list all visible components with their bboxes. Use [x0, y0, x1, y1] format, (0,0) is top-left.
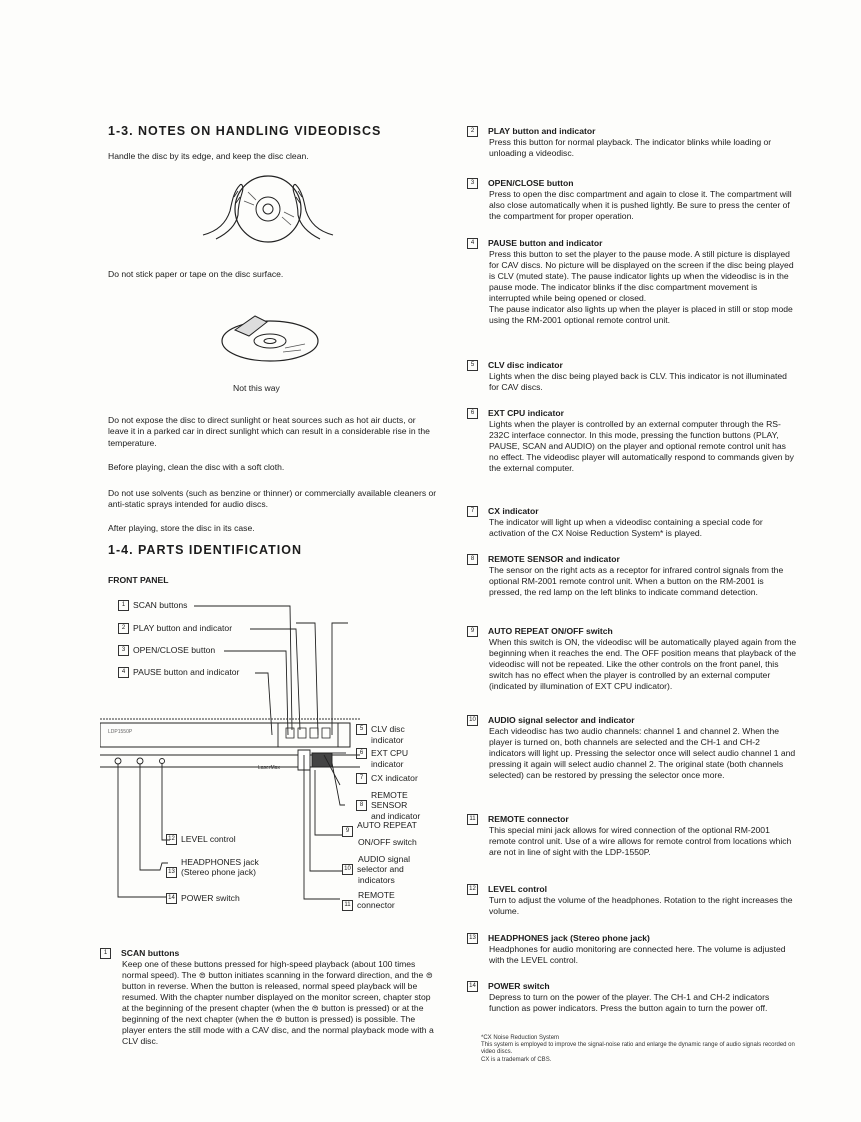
callout-scan: 1 SCAN buttons — [118, 600, 187, 611]
item-headphones: 13 HEADPHONES jack (Stereo phone jack) Headphones for audio monitoring are connected here. The volume is adjusted with the LEVEL control. — [467, 933, 797, 966]
handle-text: Handle the disc by its edge, and keep the disc clean. — [108, 151, 309, 161]
item-remote-sensor: 8 REMOTE SENSOR and indicator The sensor on the right acts as a receptor for infrared control signals from the optional RM-2001 remote control unit. When a button on the RM-2001 is pressed, the red lamp on the left blinks to indicate command detection. — [467, 554, 797, 598]
callout-power: 14 POWER switch — [166, 893, 240, 904]
item-auto-repeat: 9 AUTO REPEAT ON/OFF switch When this switch is ON, the videodisc will be automatically played again from the beginning when it reaches the end. The OFF position means that playback of the videodisc will not be repeated. Like the other controls on the front panel, this switch has no effect when the player is controlled by an external computer (indicated by illumination of EXT CPU indicator). — [467, 626, 797, 692]
item-scan-buttons: 1 SCAN buttons Keep one of these buttons pressed for high-speed playback (about 100 times normal speed). The ⊜ button initiates scanning in the forward direction, and the ⊜ button in reverse. When the button is released, normal speed playback will be resumed. With the chapter number displayed on the monitor screen, chapter stop at the beginning of the present chapter (when the ⊜ button is pressed) or at the beginning of the next chapter (when the ⊜ button is pressed) is possible. The player enters the still mode with a CAV disc, and the normal playback mode with a CLV disc. — [100, 948, 440, 1047]
brand-label: LaserMax — [258, 765, 280, 771]
item-ext-cpu: 6 EXT CPU indicator Lights when the player is controlled by an external computer through the RS-232C interface connector. In this mode, pressing the function buttons (PLAY, PAUSE, SCAN and AUDIO) on the player and optional remote control unit has no effect. The videodisc player will automatically respond to commands given by the external computer. — [467, 408, 797, 474]
solvents-text: Do not use solvents (such as benzine or thinner) or commercially available cleaners or anti-static sprays intended for audio discs. — [108, 488, 437, 510]
disc-with-tape-illustration — [215, 308, 325, 368]
callout-ext-cpu: 6 EXT CPU indicator — [356, 748, 408, 769]
callout-cx: 7 CX indicator — [356, 773, 418, 784]
not-this-way-caption: Not this way — [233, 383, 280, 393]
callout-pause: 4 PAUSE button and indicator — [118, 667, 239, 678]
callout-remote-sensor: REMOTE 8 SENSOR and indicator — [356, 790, 420, 821]
section-title-parts: 1-4. PARTS IDENTIFICATION — [108, 543, 302, 557]
callout-auto-repeat: 9AUTO REPEAT ON/OFF switch — [342, 826, 417, 847]
item-pause: 4 PAUSE button and indicator Press this button to set the player to the pause mode. A still picture is displayed for CAV discs. No picture will be displayed on the screen if the disc being played is CLV (muted state). The pause indicator lights up when the videodisc is in the pause mode. The indicator blinks if the disc compartment movement is interrupted while being opened or closed. The pause indicator also lights up when the player is placed in still or stop mode using the RM-2001 optional remote control unit. — [467, 238, 797, 326]
footnote-cx: *CX Noise Reduction System This system is employed to improve the signal-noise ratio and enlarge the dynamic range of audio signals recorded on video discs. CX is a trademark of CBS. — [481, 1035, 795, 1063]
store-text: After playing, store the disc in its case. — [108, 523, 255, 533]
callout-openclose: 3 OPEN/CLOSE button — [118, 645, 215, 656]
callout-headphones: HEADPHONES jack 13 (Stereo phone jack) — [166, 857, 259, 878]
clean-text: Before playing, clean the disc with a soft cloth. — [108, 462, 285, 472]
item-power: 14 POWER switch Depress to turn on the power of the player. The CH-1 and CH-2 indicators function as power indicators. Press the button again to turn the power off. — [467, 981, 797, 1014]
callout-remote-connector: REMOTE 11 connector — [342, 890, 395, 911]
callout-audio-selector: AUDIO signal 10 selector and indicators — [342, 854, 410, 885]
hands-holding-disc-illustration — [198, 167, 338, 249]
item-play: 2 PLAY button and indicator Press this button for normal playback. The indicator blinks while loading or unloading a videodisc. — [467, 126, 797, 159]
item-level: 12 LEVEL control Turn to adjust the volume of the headphones. Rotation to the right increases the volume. — [467, 884, 797, 917]
item-cx: 7 CX indicator The indicator will light up when a videodisc containing a special code for activation of the CX Noise Reduction System* is played. — [467, 506, 797, 539]
stick-text: Do not stick paper or tape on the disc surface. — [108, 269, 284, 279]
item-clv: 5 CLV disc indicator Lights when the disc being played back is CLV. This indicator is not illuminated for CAV discs. — [467, 360, 797, 393]
sunlight-text: Do not expose the disc to direct sunlight or heat sources such as hot air ducts, or leave it in a parked car in direct sunlight which can result in a considerable rise in the temperature. — [108, 415, 430, 448]
callout-clv: 5 CLV disc indicator — [356, 724, 405, 745]
front-panel-heading: FRONT PANEL — [108, 575, 169, 585]
callout-play: 2 PLAY button and indicator — [118, 623, 232, 634]
model-label: LDP1550P — [108, 729, 133, 735]
item-remote-connector: 11 REMOTE connector This special mini jack allows for wired connection of the optional RM-2001 remote control unit. Use of a wire allows for remote control from locations which are not in line of sight with the LDP-1550P. — [467, 814, 797, 858]
callout-level: 12 LEVEL control — [166, 834, 236, 845]
section-title-handling: 1-3. NOTES ON HANDLING VIDEODISCS — [108, 124, 382, 138]
item-audio-selector: 10 AUDIO signal selector and indicator Each videodisc has two audio channels: channel 1 and channel 2. When the player is turned on, both channels are selected and the CH-1 and CH-2 indicators will light up. Pressing the selector once will select audio channel 1 and pressing it again will select audio channel 2. The original state (both channels selected) can be restored by pressing the selector once more. — [467, 715, 797, 781]
item-openclose: 3 OPEN/CLOSE button Press to open the disc compartment and again to close it. The compartment will also close automatically when it is pushed lightly. Be sure to press the center of the compartment for proper operation. — [467, 178, 797, 222]
